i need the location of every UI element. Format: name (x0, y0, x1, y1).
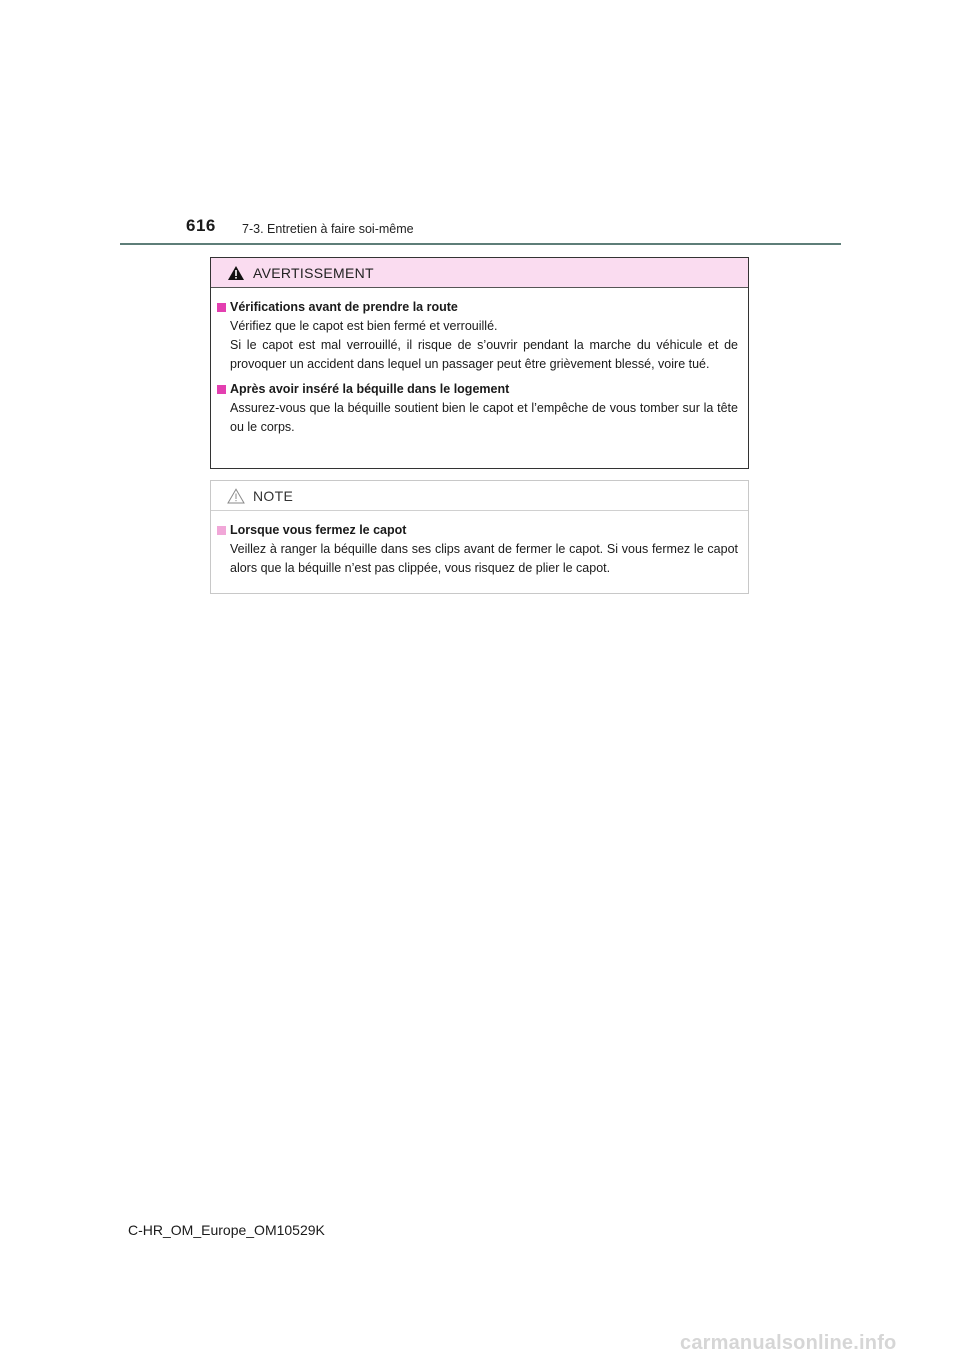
warning-box-title: AVERTISSEMENT (253, 264, 374, 281)
header-rule (120, 243, 841, 245)
watermark-text: carmanualsonline.info (680, 1332, 897, 1354)
warning-item-title: Vérifications avant de prendre la route (230, 300, 458, 314)
section-title: 7-3. Entretien à faire soi-même (242, 222, 414, 236)
document-id: C-HR_OM_Europe_OM10529K (128, 1222, 325, 1238)
warning-box-header (211, 258, 748, 288)
warning-item (217, 298, 738, 374)
note-item (217, 521, 738, 578)
warning-triangle-outline-icon (227, 488, 245, 504)
page-number: 616 (186, 216, 216, 235)
note-box (210, 480, 749, 594)
warning-item-paragraph: Assurez-vous que la béquille soutient bien le capot et l’empêche de vous tomber sur la tête ou le corps. (230, 401, 738, 434)
warning-item-paragraph: Vérifiez que le capot est bien fermé et verrouillé. (230, 319, 498, 333)
note-box-title: NOTE (253, 487, 294, 504)
square-bullet-icon (217, 303, 226, 312)
warning-item-title: Après avoir inséré la béquille dans le logement (230, 382, 510, 396)
note-item-paragraph: Veillez à ranger la béquille dans ses clips avant de fermer le capot. Si vous fermez le capot alors que la béquille n’est pas clippée, vous risquez de plier le capot. (230, 542, 738, 575)
warning-item-paragraph: Si le capot est mal verrouillé, il risque de s’ouvrir pendant la marche du véhicule et de provoquer un accident dans lequel un passager peut être grièvement blessé, voire tué. (230, 338, 738, 371)
warning-box (210, 257, 749, 469)
note-box-header (211, 481, 748, 511)
warning-item (217, 380, 738, 437)
note-item-title: Lorsque vous fermez le capot (230, 523, 407, 537)
square-bullet-icon (217, 385, 226, 394)
square-bullet-icon (217, 526, 226, 535)
warning-triangle-filled-icon (227, 265, 245, 281)
